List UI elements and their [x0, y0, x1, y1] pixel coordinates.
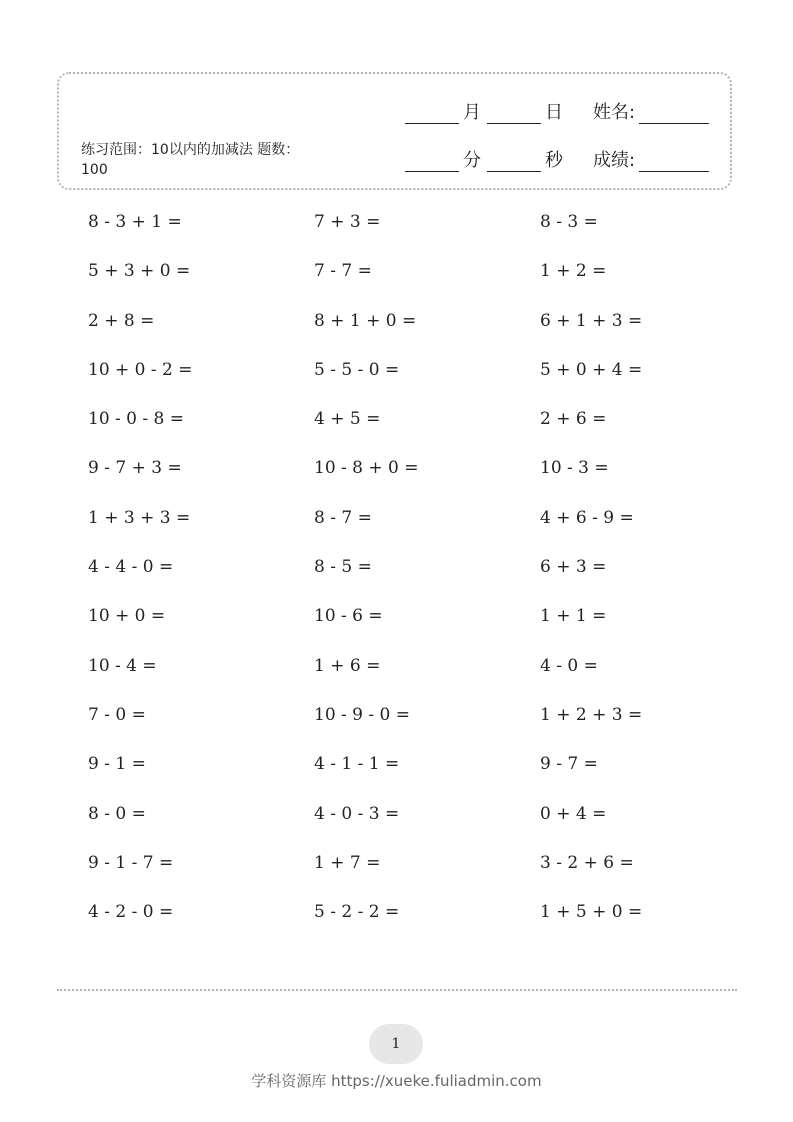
math-problem: 9 - 7 + 3 =	[88, 458, 182, 479]
math-problem: 8 - 5 =	[314, 557, 372, 578]
math-problem: 10 - 6 =	[314, 606, 383, 627]
math-problem: 4 - 4 - 0 =	[88, 557, 174, 578]
footer-text: 学科资源库 https://xueke.fuliadmin.com	[251, 1072, 542, 1090]
math-problem: 4 - 2 - 0 =	[88, 902, 174, 923]
math-problem: 1 + 5 + 0 =	[540, 902, 643, 923]
math-problem: 6 + 3 =	[540, 557, 607, 578]
math-problem: 5 + 0 + 4 =	[540, 359, 643, 380]
math-problem: 2 + 6 =	[540, 409, 607, 430]
math-problem: 1 + 7 =	[314, 852, 381, 873]
math-problem: 4 + 6 - 9 =	[540, 507, 634, 528]
math-problem: 1 + 3 + 3 =	[88, 507, 191, 528]
math-problem: 10 - 8 + 0 =	[314, 458, 419, 479]
second-label: 秒	[545, 150, 563, 171]
math-problem: 5 - 2 - 2 =	[314, 902, 400, 923]
math-problem: 10 - 3 =	[540, 458, 609, 479]
math-problem: 8 - 7 =	[314, 507, 372, 528]
math-problem: 7 - 0 =	[88, 704, 146, 725]
math-problem: 10 - 9 - 0 =	[314, 704, 411, 725]
score-blank[interactable]	[639, 151, 709, 172]
header-box	[57, 72, 732, 190]
math-problem: 2 + 8 =	[88, 310, 155, 331]
minute-blank[interactable]	[405, 151, 459, 172]
month-label: 月	[463, 102, 481, 123]
math-problem: 10 + 0 =	[88, 606, 166, 627]
math-problem: 9 - 1 =	[88, 754, 146, 775]
math-problem: 8 + 1 + 0 =	[314, 310, 417, 331]
minute-label: 分	[463, 150, 481, 171]
math-problem: 4 - 0 - 3 =	[314, 803, 400, 824]
name-blank[interactable]	[639, 103, 709, 124]
math-problem: 4 - 1 - 1 =	[314, 754, 400, 775]
math-problem: 0 + 4 =	[540, 803, 607, 824]
math-problem: 1 + 1 =	[540, 606, 607, 627]
math-problem: 5 - 5 - 0 =	[314, 359, 400, 380]
day-label: 日	[545, 102, 563, 123]
problem-grid	[88, 210, 708, 949]
math-problem: 10 - 0 - 8 =	[88, 409, 185, 430]
time-score-row	[405, 146, 709, 172]
math-problem: 7 - 7 =	[314, 261, 372, 282]
second-blank[interactable]	[487, 151, 541, 172]
math-problem: 7 + 3 =	[314, 212, 381, 232]
page-number: 1	[369, 1024, 423, 1064]
day-blank[interactable]	[487, 103, 541, 124]
divider	[57, 989, 737, 991]
math-problem: 9 - 7 =	[540, 754, 598, 775]
math-problem: 8 - 3 + 1 =	[88, 212, 182, 232]
math-problem: 8 - 0 =	[88, 803, 146, 824]
math-problem: 1 + 6 =	[314, 655, 381, 676]
date-name-row	[405, 98, 709, 124]
score-label: 成绩:	[593, 150, 636, 171]
math-problem: 8 - 3 =	[540, 212, 598, 232]
math-problem: 4 - 0 =	[540, 655, 598, 676]
math-problem: 1 + 2 + 3 =	[540, 704, 643, 725]
math-problem: 4 + 5 =	[314, 409, 381, 430]
math-problem: 1 + 2 =	[540, 261, 607, 282]
name-label: 姓名:	[593, 102, 636, 123]
practice-range: 练习范围：10以内的加减法 题数：100	[81, 142, 300, 178]
math-problem: 10 + 0 - 2 =	[88, 359, 193, 380]
math-problem: 3 - 2 + 6 =	[540, 852, 634, 873]
month-blank[interactable]	[405, 103, 459, 124]
math-problem: 9 - 1 - 7 =	[88, 852, 174, 873]
math-problem: 6 + 1 + 3 =	[540, 310, 643, 331]
math-problem: 10 - 4 =	[88, 655, 157, 676]
math-problem: 5 + 3 + 0 =	[88, 261, 191, 282]
